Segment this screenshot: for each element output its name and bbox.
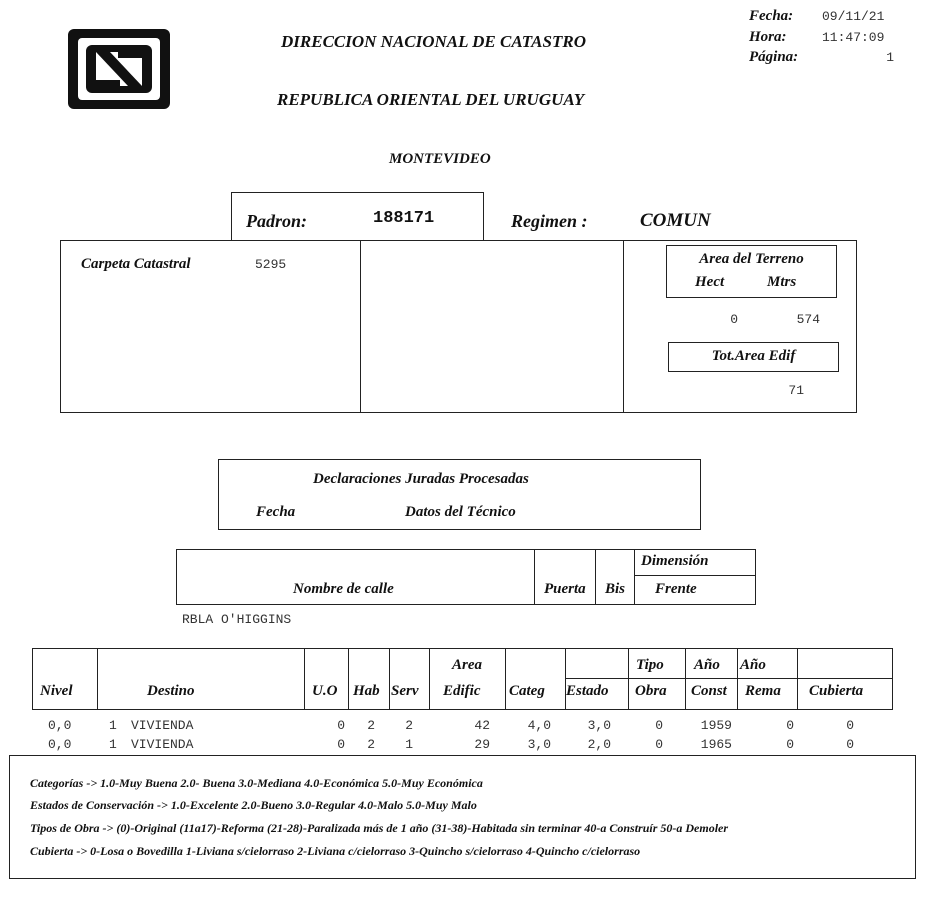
legend-tipos: Tipos de Obra -> (0)-Original (11a17)-Reforma (21-28)-Paralizada más de 1 año (31-38)-Habitada sin terminar 40-a Construír 50-a Demoler	[30, 821, 729, 835]
header-categ: Categ	[509, 683, 545, 699]
units-col-line-11	[797, 648, 798, 710]
puerta-label: Puerta	[544, 581, 586, 597]
units-col-line-7	[565, 648, 566, 710]
units-col-line-12	[892, 648, 893, 710]
row-tipo: 0	[655, 718, 663, 733]
row-area: 42	[474, 718, 490, 733]
row-serv: 2	[405, 718, 413, 733]
legend-box	[9, 755, 916, 879]
row-categ: 3,0	[527, 737, 551, 752]
header-area-bottom: Edific	[443, 683, 481, 699]
area-terreno-label: Area del Terreno	[699, 251, 804, 267]
units-col-line-6	[505, 648, 506, 710]
units-subline	[565, 678, 893, 679]
row-estado: 2,0	[587, 737, 611, 752]
header-anio-const-top: Año	[694, 657, 720, 673]
department-name: MONTEVIDEO	[389, 151, 491, 167]
page-subtitle: REPUBLICA ORIENTAL DEL URUGUAY	[277, 90, 585, 109]
header-destino: Destino	[147, 683, 195, 699]
padron-label: Padron:	[246, 211, 308, 231]
legend-estados: Estados de Conservación -> 1.0-Excelente 2.0-Bueno 3.0-Regular 4.0-Malo 5.0-Muy Malo	[30, 798, 477, 812]
parcel-divider-1	[360, 240, 361, 413]
catastro-logo	[66, 27, 172, 111]
header-hab: Hab	[353, 683, 380, 699]
fecha-value: 09/11/21	[822, 9, 885, 24]
street-div-1	[534, 549, 535, 605]
units-col-line-0	[32, 648, 33, 710]
row-hab: 2	[367, 737, 375, 752]
header-anio-const-bottom: Const	[691, 683, 727, 699]
header-uo: U.O	[312, 683, 338, 699]
frente-label: Frente	[655, 581, 697, 597]
row-cubierta: 0	[846, 718, 854, 733]
regimen-value: COMUN	[640, 210, 711, 231]
nombre-calle-label: Nombre de calle	[293, 581, 394, 597]
row-num: 1	[109, 737, 117, 752]
header-area-top: Area	[452, 657, 482, 673]
row-num: 1	[109, 718, 117, 733]
row-destino: VIVIENDA	[131, 737, 194, 752]
bis-label: Bis	[605, 581, 626, 597]
row-const: 1965	[700, 737, 732, 752]
units-col-line-8	[628, 648, 629, 710]
units-col-line-3	[348, 648, 349, 710]
header-anio-rema-bottom: Rema	[745, 683, 781, 699]
street-top-line	[176, 549, 756, 550]
dimension-label: Dimensión	[641, 553, 709, 569]
header-anio-rema-top: Año	[740, 657, 766, 673]
street-name: RBLA O'HIGGINS	[182, 612, 292, 627]
units-col-line-9	[685, 648, 686, 710]
units-col-line-5	[429, 648, 430, 710]
street-right-line	[755, 549, 756, 605]
padron-value: 188171	[373, 209, 435, 228]
header-tipo-top: Tipo	[636, 657, 664, 673]
legend-cubierta: Cubierta -> 0-Losa o Bovedilla 1-Liviana s/cielorraso 2-Liviana c/cielorraso 3-Quincho s/cielorraso 4-Quincho c/cielorraso	[30, 844, 641, 858]
carpeta-label: Carpeta Catastral	[81, 256, 191, 272]
units-col-line-2	[304, 648, 305, 710]
declaraciones-tecnico-label: Datos del Técnico	[405, 504, 516, 520]
pagina-label: Página:	[749, 49, 799, 65]
declaraciones-title: Declaraciones Juradas Procesadas	[313, 471, 529, 487]
header-cubierta: Cubierta	[809, 683, 864, 699]
street-div-2	[595, 549, 596, 605]
row-estado: 3,0	[587, 718, 611, 733]
row-rema: 0	[786, 718, 794, 733]
row-uo: 0	[337, 718, 345, 733]
header-estado: Estado	[566, 683, 609, 699]
units-col-line-4	[389, 648, 390, 710]
carpeta-value: 5295	[255, 257, 287, 272]
hora-value: 11:47:09	[822, 30, 885, 45]
declaraciones-fecha-label: Fecha	[256, 504, 296, 520]
hora-label: Hora:	[749, 29, 787, 45]
hect-value: 0	[730, 312, 738, 327]
street-left-line	[176, 549, 177, 605]
tot-area-value: 71	[788, 383, 804, 398]
tot-area-label: Tot.Area Edif	[711, 348, 796, 364]
row-area: 29	[474, 737, 490, 752]
row-const: 1959	[700, 718, 732, 733]
units-col-line-1	[97, 648, 98, 710]
regimen-label: Regimen :	[511, 211, 588, 231]
header-nivel: Nivel	[40, 683, 73, 699]
row-tipo: 0	[655, 737, 663, 752]
header-tipo-bottom: Obra	[635, 683, 667, 699]
row-cubierta: 0	[846, 737, 854, 752]
hect-label: Hect	[695, 274, 725, 290]
row-destino: VIVIENDA	[131, 718, 194, 733]
row-nivel: 0,0	[48, 737, 72, 752]
header-serv: Serv	[391, 683, 419, 699]
row-serv: 1	[405, 737, 413, 752]
mtrs-value: 574	[796, 312, 820, 327]
row-nivel: 0,0	[48, 718, 72, 733]
units-col-line-10	[737, 648, 738, 710]
street-div-3	[634, 549, 635, 605]
row-rema: 0	[786, 737, 794, 752]
units-header-bottom	[32, 709, 893, 710]
dimension-line	[634, 575, 755, 576]
fecha-label: Fecha:	[749, 8, 794, 24]
pagina-value: 1	[886, 50, 894, 65]
street-bottom-line	[176, 604, 756, 605]
row-hab: 2	[367, 718, 375, 733]
row-categ: 4,0	[527, 718, 551, 733]
mtrs-label: Mtrs	[767, 274, 797, 290]
legend-categorias: Categorías -> 1.0-Muy Buena 2.0- Buena 3.0-Mediana 4.0-Económica 5.0-Muy Económica	[30, 776, 483, 790]
parcel-divider-2	[623, 240, 624, 413]
row-uo: 0	[337, 737, 345, 752]
page-title: DIRECCION NACIONAL DE CATASTRO	[281, 32, 586, 51]
units-top-line	[32, 648, 893, 649]
